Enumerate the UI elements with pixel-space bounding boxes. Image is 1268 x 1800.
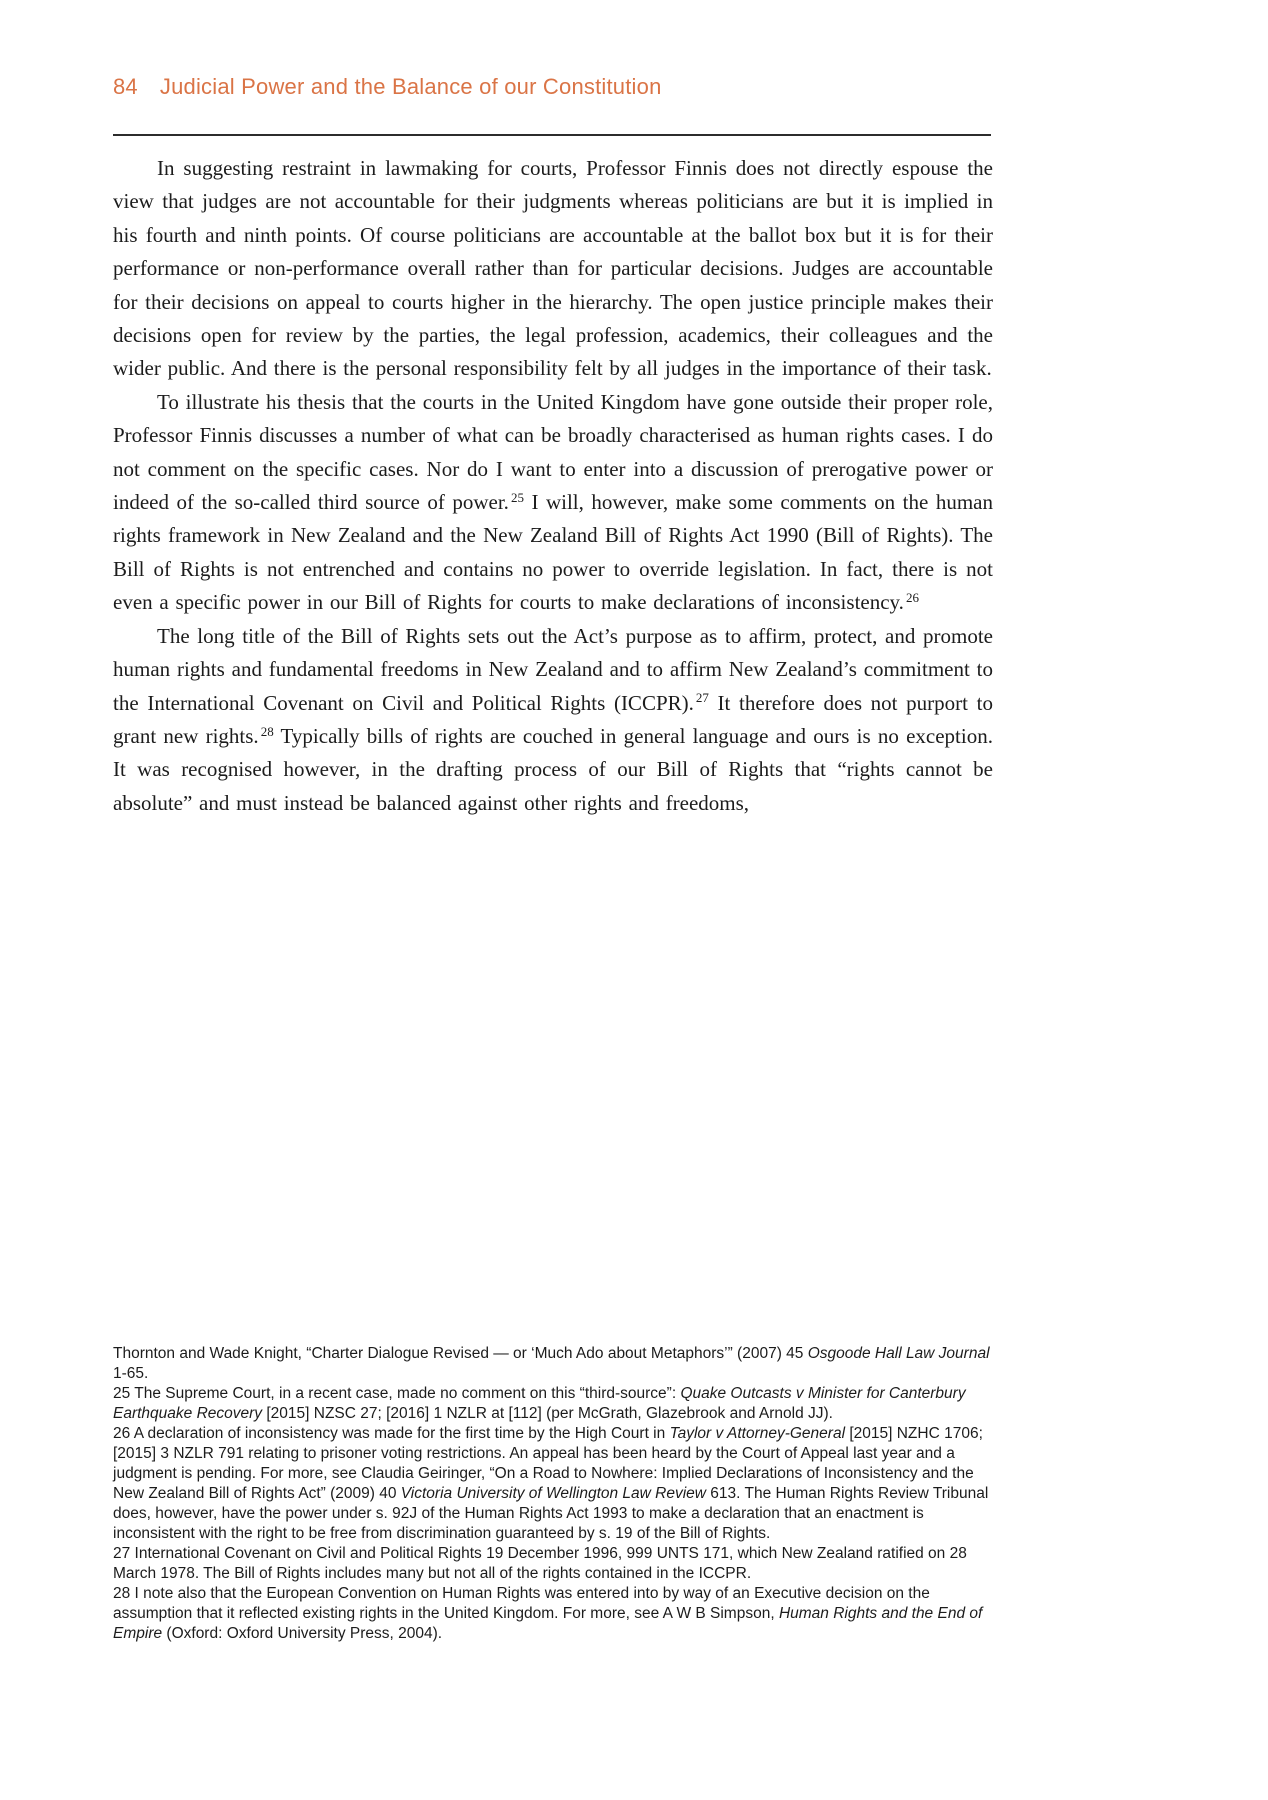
italic-citation: Victoria University of Wellington Law Review: [400, 1485, 706, 1502]
text-run: 28 I note also that the European Convention on Human Rights was entered into by way of an Executive decision on the assumption that it reflected existing rights in the United Kingdom. For more, see A W B Simpson,: [113, 1585, 930, 1622]
text-run: [2015] NZHC 1706; [2015] 3 NZLR 791 relating to prisoner voting restrictions. An appeal has been heard by the Court of Appeal last year and a judgment is pending. For more, see Claudia Geiringer, “On a Road to Nowhere: Implied Declarations of Inconsistency and the New Zealand Bill of Rights Act” (2009) 40: [113, 1425, 983, 1502]
text-run: 613. The Human Rights Review Tribunal does, however, have the power under s. 92J of the Human Rights Act 1993 to make a declaration that an enactment is inconsistent with the right to be free from discrimination guaranteed by s. 19 of the Bill of Rights.: [113, 1485, 989, 1542]
header-divider: [113, 134, 991, 136]
text-run: Thornton and Wade Knight, “Charter Dialogue Revised — or ‘Much Ado about Metaphors’” (2007) 45: [113, 1345, 808, 1362]
footnote-item: [113, 1424, 995, 1544]
footnote-reference: 27: [695, 690, 709, 706]
italic-citation: Taylor v Attorney-General: [669, 1425, 846, 1442]
chapter-title: Judicial Power and the Balance of our Constitution: [159, 74, 662, 99]
footnote-item: [113, 1344, 995, 1384]
text-run: 25 The Supreme Court, in a recent case, made no comment on this “third-source”:: [113, 1385, 681, 1402]
footnote-reference: 26: [905, 590, 919, 606]
body-paragraph: [113, 620, 993, 820]
italic-citation: Quake Outcasts v Minister for Canterbury Earthquake Recovery: [113, 1385, 966, 1422]
text-run: It therefore does not purport to grant new rights.: [113, 690, 993, 748]
page-number: 84: [113, 74, 138, 99]
text-run: The long title of the Bill of Rights sets out the Act’s purpose as to affirm, protect, and promote human rights and fundamental freedoms in New Zealand and to affirm New Zealand’s commitment to the International Covenant on Civil and Political Rights (ICCPR).: [113, 623, 993, 715]
text-run: In suggesting restraint in lawmaking for courts, Professor Finnis does not directly espouse the view that judges are not accountable for their judgments whereas politicians are but it is implied in his fourth and ninth points. Of course politicians are accountable at the ballot box but it is for their performance or non-performance overall rather than for particular decisions. Judges are accountable for their decisions on appeal to courts higher in the hierarchy. The open justice principle makes their decisions open for review by the parties, the legal profession, academics, their colleagues and the wider public. And there is the personal responsibility felt by all judges in the importance of their task.: [113, 156, 993, 381]
text-run: [2015] NZSC 27; [2016] 1 NZLR at [112] (per McGrath, Glazebrook and Arnold JJ).: [262, 1405, 833, 1422]
text-run: To illustrate his thesis that the courts in the United Kingdom have gone outside their proper role, Professor Finnis discusses a number of what can be broadly characterised as human rights cases. I do not comment on the specific cases. Nor do I want to enter into a discussion of prerogative power or indeed of the so-called third source of power.: [113, 389, 993, 515]
body-paragraph: [113, 152, 993, 386]
italic-citation: Human Rights and the End of Empire: [113, 1605, 983, 1642]
footnote-item: [113, 1384, 995, 1424]
text-run: 1-65.: [113, 1365, 149, 1382]
body-text: [113, 152, 993, 820]
footnote-item: [113, 1544, 995, 1584]
body-paragraph: [113, 386, 993, 620]
text-run: 26 A declaration of inconsistency was made for the first time by the High Court in: [113, 1425, 670, 1442]
running-header: [113, 74, 991, 100]
footnote-item: [113, 1584, 995, 1644]
text-run: Typically bills of rights are couched in general language and ours is no exception. It was recognised however, in the drafting process of our Bill of Rights that “rights cannot be absolute” and must instead be balanced against other rights and freedoms,: [113, 723, 993, 815]
italic-citation: Osgoode Hall Law Journal: [807, 1345, 990, 1362]
footnote-reference: 28: [260, 723, 274, 739]
footnote-reference: 25: [510, 489, 524, 505]
text-run: (Oxford: Oxford University Press, 2004).: [162, 1625, 443, 1642]
text-run: 27 International Covenant on Civil and Political Rights 19 December 1996, 999 UNTS 171, which New Zealand ratified on 28 March 1978. The Bill of Rights includes many but not all of the rights contained in the ICCPR.: [113, 1545, 967, 1582]
footnotes: [113, 1344, 995, 1644]
text-run: I will, however, make some comments on the human rights framework in New Zealand and the New Zealand Bill of Rights Act 1990 (Bill of Rights). The Bill of Rights is not entrenched and contains no power to override legislation. In fact, there is not even a specific power in our Bill of Rights for courts to make declarations of inconsistency.: [113, 490, 993, 615]
